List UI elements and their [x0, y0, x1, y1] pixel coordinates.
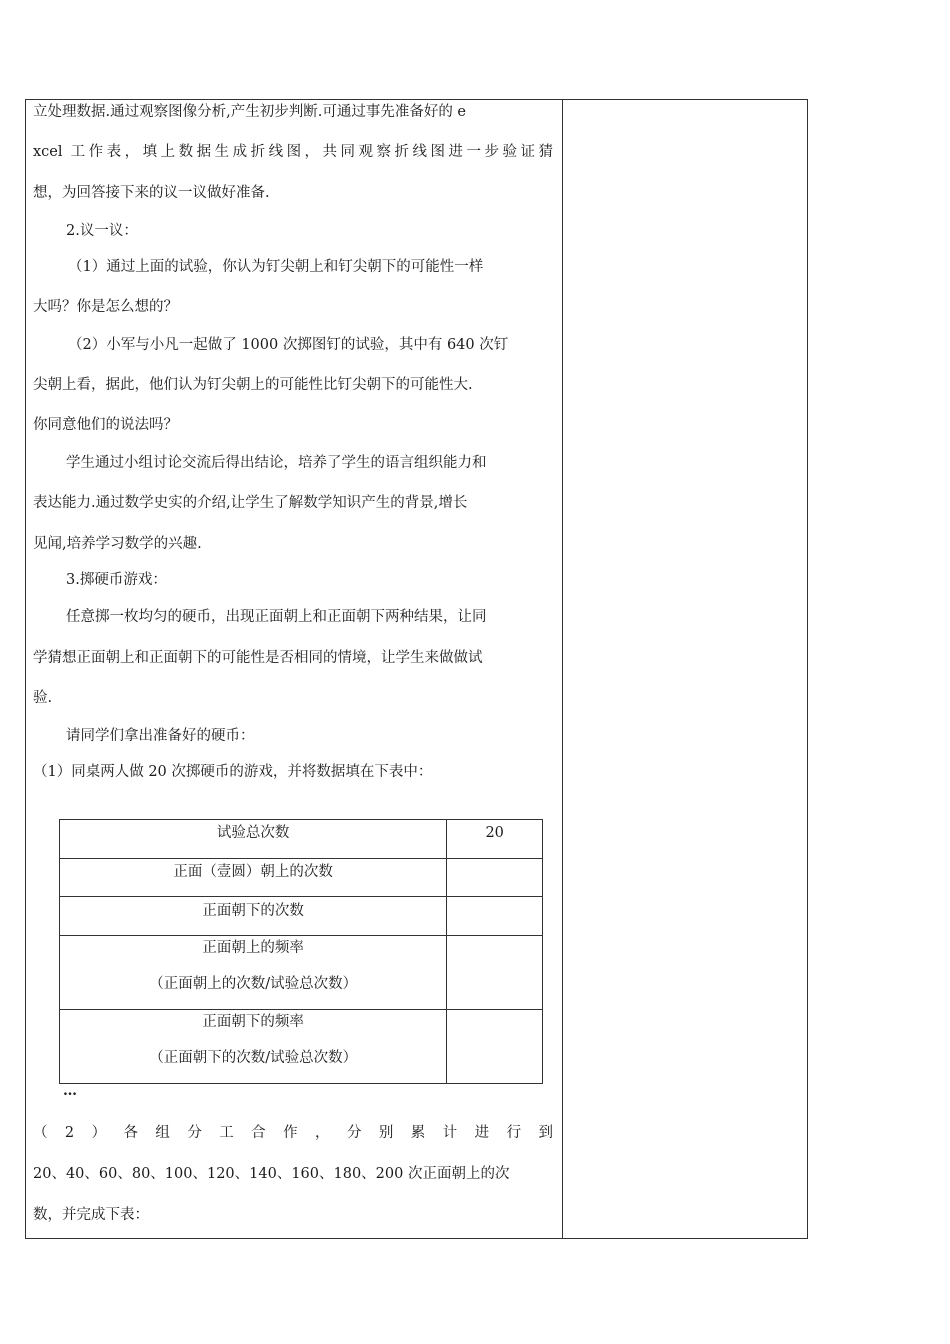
table-row	[60, 859, 543, 897]
paragraph-line: 请同学们拿出准备好的硬币：	[66, 728, 255, 744]
column-divider	[562, 99, 563, 1239]
paragraph-line: 学生通过小组讨论交流后得出结论，培养了学生的语言组织能力和	[66, 455, 487, 471]
section-heading: 3.掷硬币游戏：	[66, 572, 167, 588]
question-line: （1）通过上面的试验，你认为钉尖朝上和钉尖朝下的可能性一样	[68, 259, 484, 275]
coin-toss-table	[59, 819, 543, 1084]
question-line: 你同意他们的说法吗？	[33, 417, 178, 433]
question-line: 尖朝上看，据此，他们认为钉尖朝上的可能性比钉尖朝下的可能性大.	[33, 377, 473, 393]
question-line: （2）小军与小凡一起做了 1000 次掷图钉的试验，其中有 640 次钉	[68, 337, 509, 353]
section-heading: 2.议一议：	[66, 223, 138, 239]
table-row	[60, 897, 543, 936]
table-label-cell: 正面（壹圆）朝上的次数	[60, 859, 447, 897]
paragraph-line: （1）同桌两人做 20 次掷硬币的游戏，并将数据填在下表中：	[33, 764, 433, 780]
paragraph-line: 20、40、60、80、100、120、140、160、180、200 次正面朝上的次	[33, 1166, 510, 1182]
table-value-cell: 20	[447, 820, 543, 859]
question-line: 大吗？你是怎么想的？	[33, 299, 178, 315]
paragraph-line: 验.	[33, 690, 53, 706]
table-value-cell	[447, 936, 543, 1010]
table-row	[60, 936, 543, 1010]
paragraph-line: 立处理数据.通过观察图像分析,产生初步判断.可通过事先准备好的 e	[33, 104, 467, 120]
table-label-cell: 正面朝下的频率 （正面朝下的次数/试验总次数）	[60, 1010, 447, 1084]
table-value-cell	[447, 1010, 543, 1084]
paragraph-line: 表达能力.通过数学史实的介绍,让学生了解数学知识产生的背景,增长	[33, 495, 468, 511]
table-row	[60, 1010, 543, 1084]
table-value-cell	[447, 897, 543, 936]
paragraph-line: xcel 工作表，填上数据生成折线图，共同观察折线图进一步验证猜	[33, 144, 553, 160]
paragraph-line: 任意掷一枚均匀的硬币，出现正面朝上和正面朝下两种结果，让同	[66, 609, 487, 625]
paragraph-line: 数，并完成下表：	[33, 1207, 149, 1223]
paragraph-line: 见闻,培养学习数学的兴趣.	[33, 536, 202, 552]
table-label-cell: 试验总次数	[60, 820, 447, 859]
table-row	[60, 820, 543, 859]
table-label-cell: 正面朝上的频率 （正面朝上的次数/试验总次数）	[60, 936, 447, 1010]
table-label-cell: 正面朝下的次数	[60, 897, 447, 936]
paragraph-line: 学猜想正面朝上和正面朝下的可能性是否相同的情境，让学生来做做试	[33, 650, 483, 666]
table-value-cell	[447, 859, 543, 897]
paragraph-line: 想，为回答接下来的议一议做好准备.	[33, 185, 270, 201]
ellipsis: …	[63, 1083, 78, 1099]
paragraph-line: （2）各组分工合作，分别累计进行到	[33, 1125, 553, 1141]
